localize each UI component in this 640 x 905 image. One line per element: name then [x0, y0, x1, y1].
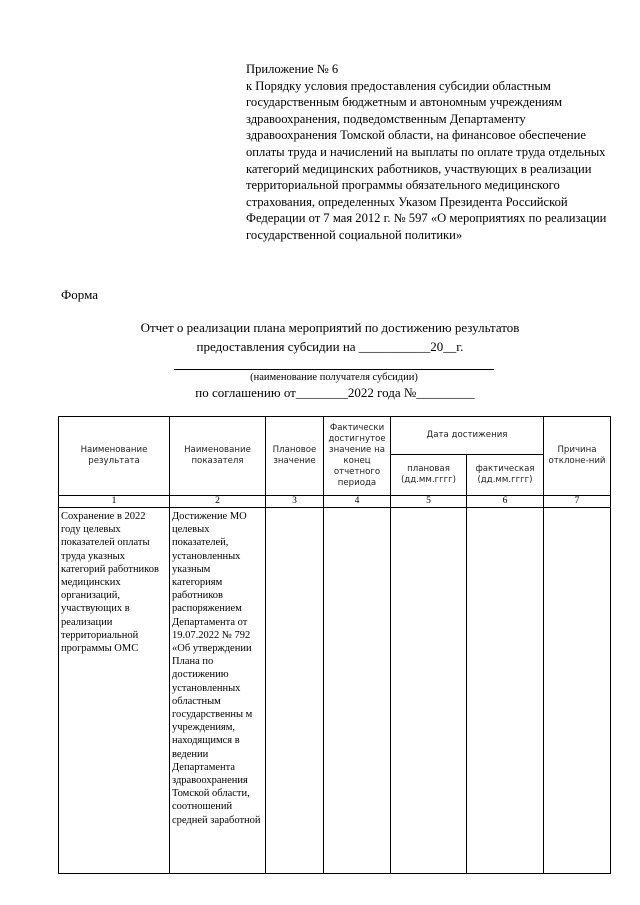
header-indicator-name: Наименование показателя: [170, 417, 266, 496]
column-number: 2: [170, 496, 266, 508]
cell-actual: [324, 508, 391, 874]
cell-date-planned: [391, 508, 467, 874]
appendix-header: [246, 61, 616, 244]
header-planned-value: Плановое значение: [266, 417, 324, 496]
column-number: 5: [391, 496, 467, 508]
header-achievement-date: Дата достижения: [391, 417, 544, 455]
cell-planned: [266, 508, 324, 874]
header-date-actual: фактическая (дд.мм.гггг): [467, 455, 544, 496]
header-result-name: Наименование результата: [59, 417, 170, 496]
agreement-line: по соглашению от________2022 года №_________: [195, 385, 475, 400]
cell-indicator: Достижение МО целевых показателей, установленных указным категориям работников распоряжением Департамента от 19.07.2022 № 792 «Об утверждении Плана по достижению установленных областным государственны м учреждениям, находящимся в ведении Департамента здравоохранения Томской области, соотношений средней заработной: [170, 508, 266, 874]
form-label: Форма: [61, 287, 98, 302]
cell-reason: [544, 508, 611, 874]
cell-date-actual: [467, 508, 544, 874]
report-table: [58, 416, 611, 874]
recipient-underline: [174, 369, 494, 370]
column-number-row: [59, 496, 611, 508]
recipient-caption: (наименование получателя субсидии): [250, 372, 418, 383]
header-date-planned: плановая (дд.мм.гггг): [391, 455, 467, 496]
appendix-text: к Порядку условия предоставления субсидии областным государственным бюджетным и автономным учреждениям здравоохранения, подведомственным Департаменту здравоохранения Томской области, на финансовое обеспечение оплаты труда и начислений на выплаты по оплате труда отдельных категорий медицинских работников, участвующих в реализации территориальной программы обязательного медицинского страхования, определенных Указом Президента Российской Федерации от 7 мая 2012 г. № 597 «О мероприятиях по реализации государственной социальной политики»: [246, 78, 607, 242]
report-title-line2: предоставления субсидии на ___________20__г.: [196, 339, 464, 354]
report-title-line1: Отчет о реализации плана мероприятий по достижению результатов: [140, 320, 520, 335]
header-deviation-reason: Причина отклоне-ний: [544, 417, 611, 496]
header-actual-value: Фактически достигнутое значение на конец отчетного периода: [324, 417, 391, 496]
column-number: 6: [467, 496, 544, 508]
table-row: [59, 508, 611, 874]
appendix-title: Приложение № 6: [246, 62, 339, 76]
column-number: 1: [59, 496, 170, 508]
cell-result: Сохранение в 2022 году целевых показателей оплаты труда указных категорий работников медицинских организаций, участвующих в реализации территориальной программы ОМС: [59, 508, 170, 874]
report-title: [90, 318, 570, 356]
column-number: 4: [324, 496, 391, 508]
column-number: 7: [544, 496, 611, 508]
column-number: 3: [266, 496, 324, 508]
